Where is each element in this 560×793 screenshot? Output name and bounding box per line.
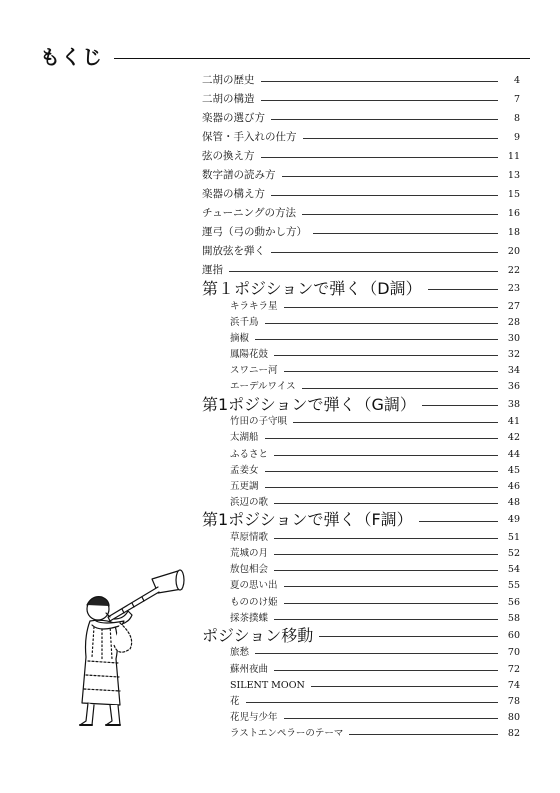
toc-entry-title: 花 xyxy=(230,695,240,707)
toc-leader-line xyxy=(284,371,498,372)
toc-entry xyxy=(202,128,520,147)
toc-entry xyxy=(202,280,520,299)
toc-entry-title: 浜辺の歌 xyxy=(230,497,269,509)
toc-entry xyxy=(202,710,520,726)
toc-entry-page: 54 xyxy=(507,564,520,576)
toc-entry-title: 二胡の構造 xyxy=(202,93,255,105)
toc-leader-line xyxy=(265,438,498,439)
toc-entry xyxy=(202,299,520,315)
toc-entry-title: 花児与少年 xyxy=(230,712,278,724)
toc-entry-page: 70 xyxy=(507,647,520,659)
toc-leader-line xyxy=(284,586,498,587)
toc-entry-title: 楽器の選び方 xyxy=(202,112,265,124)
toc-leader-line xyxy=(313,233,498,234)
toc-entry-page: 41 xyxy=(507,416,520,428)
toc-entry-page: 82 xyxy=(507,728,520,740)
toc-entry xyxy=(202,726,520,742)
toc-entry xyxy=(202,430,520,446)
toc-entry xyxy=(202,562,520,578)
toc-leader-line xyxy=(271,252,498,253)
toc-entry-page: 22 xyxy=(507,265,520,276)
page-header xyxy=(40,44,530,72)
toc-entry-title: キラキラ星 xyxy=(230,300,278,312)
toc-leader-line xyxy=(265,323,498,324)
toc-entry xyxy=(202,578,520,594)
toc-entry-title: ふるさと xyxy=(230,448,269,460)
toc-leader-line xyxy=(246,702,498,703)
toc-entry-page: 7 xyxy=(513,94,520,105)
toc-entry-page: 72 xyxy=(507,663,520,675)
toc-entry-title: 楽器の構え方 xyxy=(202,188,265,200)
toc-entry-page: 48 xyxy=(507,497,520,509)
toc-leader-line xyxy=(303,138,499,139)
toc-entry xyxy=(202,495,520,511)
toc-leader-line xyxy=(293,422,498,423)
toc-entry-page: 60 xyxy=(507,629,520,641)
toc-entry xyxy=(202,363,520,379)
toc-leader-line xyxy=(302,388,498,389)
toc-entry-title: 竹田の子守唄 xyxy=(230,416,288,428)
toc-leader-line xyxy=(274,670,498,671)
toc-entry-page: 51 xyxy=(507,531,520,543)
toc-entry-title: 採茶撲蝶 xyxy=(230,612,269,624)
toc-leader-line xyxy=(274,503,498,504)
toc-entry xyxy=(202,347,520,363)
toc-entry-page: 38 xyxy=(507,398,520,410)
toc-entry-page: 49 xyxy=(507,514,520,526)
toc-entry-page: 46 xyxy=(507,480,520,492)
toc-entry-title: 第1ポジションで弾く（F調） xyxy=(202,510,413,530)
toc-entry-page: 36 xyxy=(507,381,520,393)
toc-entry xyxy=(202,90,520,109)
toc-entry xyxy=(202,694,520,710)
toc-entry xyxy=(202,185,520,204)
toc-entry-title: チューニングの方法 xyxy=(202,207,296,219)
toc-leader-line xyxy=(265,487,498,488)
toc-leader-line xyxy=(284,307,498,308)
toc-leader-line xyxy=(274,619,498,620)
toc-entry-title: ポジション移動 xyxy=(202,625,314,645)
toc-entry-title: 鳳陽花鼓 xyxy=(230,349,269,361)
toc-entry-page: 11 xyxy=(507,151,520,162)
toc-entry-title: 草原情歌 xyxy=(230,531,269,543)
toc-entry-page: 78 xyxy=(507,695,520,707)
toc-entry-title: 夏の思い出 xyxy=(230,580,278,592)
toc-entry-page: 34 xyxy=(507,365,520,377)
toc-entry-title: 保管・手入れの仕方 xyxy=(202,131,297,143)
toc-entry-title: 五更調 xyxy=(230,480,259,492)
toc-leader-line xyxy=(422,405,498,406)
toc-entry-title: 開放弦を弾く xyxy=(202,245,265,257)
toc-entry-page: 28 xyxy=(507,316,520,328)
toc-entry xyxy=(202,331,520,347)
toc-entry-title: もののけ姫 xyxy=(230,596,278,608)
toc-leader-line xyxy=(274,355,498,356)
toc-entry-title: 第1ポジションで弾く（G調） xyxy=(202,394,416,414)
suona-player-illustration xyxy=(40,565,190,735)
toc-entry-title: 運指 xyxy=(202,264,223,276)
toc-entry-page: 8 xyxy=(513,113,520,124)
toc-entry xyxy=(202,627,520,646)
toc-entry-title: 数字譜の読み方 xyxy=(202,169,276,181)
toc-entry-page: 18 xyxy=(507,227,520,238)
toc-leader-line xyxy=(261,100,499,101)
toc-entry xyxy=(202,379,520,395)
toc-entry-page: 44 xyxy=(507,448,520,460)
toc-entry-page: 23 xyxy=(507,283,520,294)
toc-entry xyxy=(202,662,520,678)
toc-leader-line xyxy=(255,339,498,340)
page-title: もくじ xyxy=(40,45,103,69)
toc-leader-line xyxy=(271,119,498,120)
toc-entry-page: 80 xyxy=(507,712,520,724)
toc-entry-title: エーデルワイス xyxy=(230,381,296,393)
toc-leader-line xyxy=(265,471,498,472)
toc-entry-title: 第１ポジションで弾く（D調） xyxy=(202,279,422,298)
toc-entry xyxy=(202,109,520,128)
toc-leader-line xyxy=(274,538,498,539)
toc-leader-line xyxy=(229,271,498,272)
toc-entry-title: SILENT MOON xyxy=(230,679,305,691)
toc-entry xyxy=(202,595,520,611)
toc-entry-page: 13 xyxy=(507,170,520,181)
toc-leader-line xyxy=(255,653,498,654)
toc-entry xyxy=(202,511,520,530)
toc-entry xyxy=(202,396,520,415)
toc-entry-page: 55 xyxy=(507,580,520,592)
toc-leader-line xyxy=(284,718,498,719)
toc-entry xyxy=(202,479,520,495)
toc-leader-line xyxy=(271,195,498,196)
toc-entry xyxy=(202,645,520,661)
toc-leader-line xyxy=(261,157,499,158)
toc-entry xyxy=(202,71,520,90)
toc-entry-title: 蘇州夜曲 xyxy=(230,663,269,675)
toc-entry xyxy=(202,315,520,331)
toc-entry xyxy=(202,147,520,166)
toc-entry-page: 27 xyxy=(507,300,520,312)
toc-entry-page: 15 xyxy=(507,189,520,200)
toc-leader-line xyxy=(302,214,498,215)
toc-entry-title: 摘椒 xyxy=(230,332,250,344)
toc-leader-line xyxy=(428,289,498,290)
toc-entry xyxy=(202,463,520,479)
toc-leader-line xyxy=(349,734,498,735)
title-rule xyxy=(114,58,530,59)
toc-entry-title: 浜千鳥 xyxy=(230,316,259,328)
toc-leader-line xyxy=(284,603,498,604)
toc-leader-line xyxy=(274,570,498,571)
toc-entry-title: 敖包相会 xyxy=(230,564,269,576)
toc-entry-page: 4 xyxy=(513,75,520,86)
toc-entry-title: 荒城の月 xyxy=(230,547,269,559)
toc-entry-page: 42 xyxy=(507,432,520,444)
toc-leader-line xyxy=(274,455,498,456)
toc-entry xyxy=(202,204,520,223)
toc-leader-line xyxy=(311,686,498,687)
toc-leader-line xyxy=(274,554,498,555)
toc-entry-page: 52 xyxy=(507,547,520,559)
toc-entry-page: 58 xyxy=(507,612,520,624)
toc-entry xyxy=(202,223,520,242)
toc-entry xyxy=(202,530,520,546)
toc-entry xyxy=(202,414,520,430)
toc-entry-page: 30 xyxy=(507,332,520,344)
toc-entry xyxy=(202,447,520,463)
toc-entry xyxy=(202,678,520,694)
toc-entry-page: 74 xyxy=(507,679,520,691)
toc-entry xyxy=(202,242,520,261)
table-of-contents xyxy=(202,71,520,743)
toc-entry xyxy=(202,611,520,627)
toc-leader-line xyxy=(419,521,498,522)
toc-entry-title: ラストエンペラーのテーマ xyxy=(230,728,344,740)
toc-entry-title: 二胡の歴史 xyxy=(202,74,255,86)
toc-entry-title: スワニー河 xyxy=(230,365,278,377)
toc-leader-line xyxy=(261,81,499,82)
toc-entry-title: 弦の換え方 xyxy=(202,150,255,162)
toc-entry-page: 56 xyxy=(507,596,520,608)
toc-entry-page: 9 xyxy=(513,132,520,143)
toc-entry-page: 20 xyxy=(507,246,520,257)
toc-entry-title: 旅愁 xyxy=(230,647,250,659)
toc-entry-title: 孟姜女 xyxy=(230,464,259,476)
toc-entry-page: 16 xyxy=(507,208,520,219)
toc-entry xyxy=(202,166,520,185)
toc-entry-page: 32 xyxy=(507,349,520,361)
toc-entry xyxy=(202,261,520,280)
toc-entry-page: 45 xyxy=(507,464,520,476)
toc-entry xyxy=(202,546,520,562)
toc-entry-title: 運弓（弓の動かし方） xyxy=(202,226,307,238)
toc-entry-title: 太湖船 xyxy=(230,432,259,444)
toc-leader-line xyxy=(319,636,498,637)
toc-leader-line xyxy=(282,176,499,177)
